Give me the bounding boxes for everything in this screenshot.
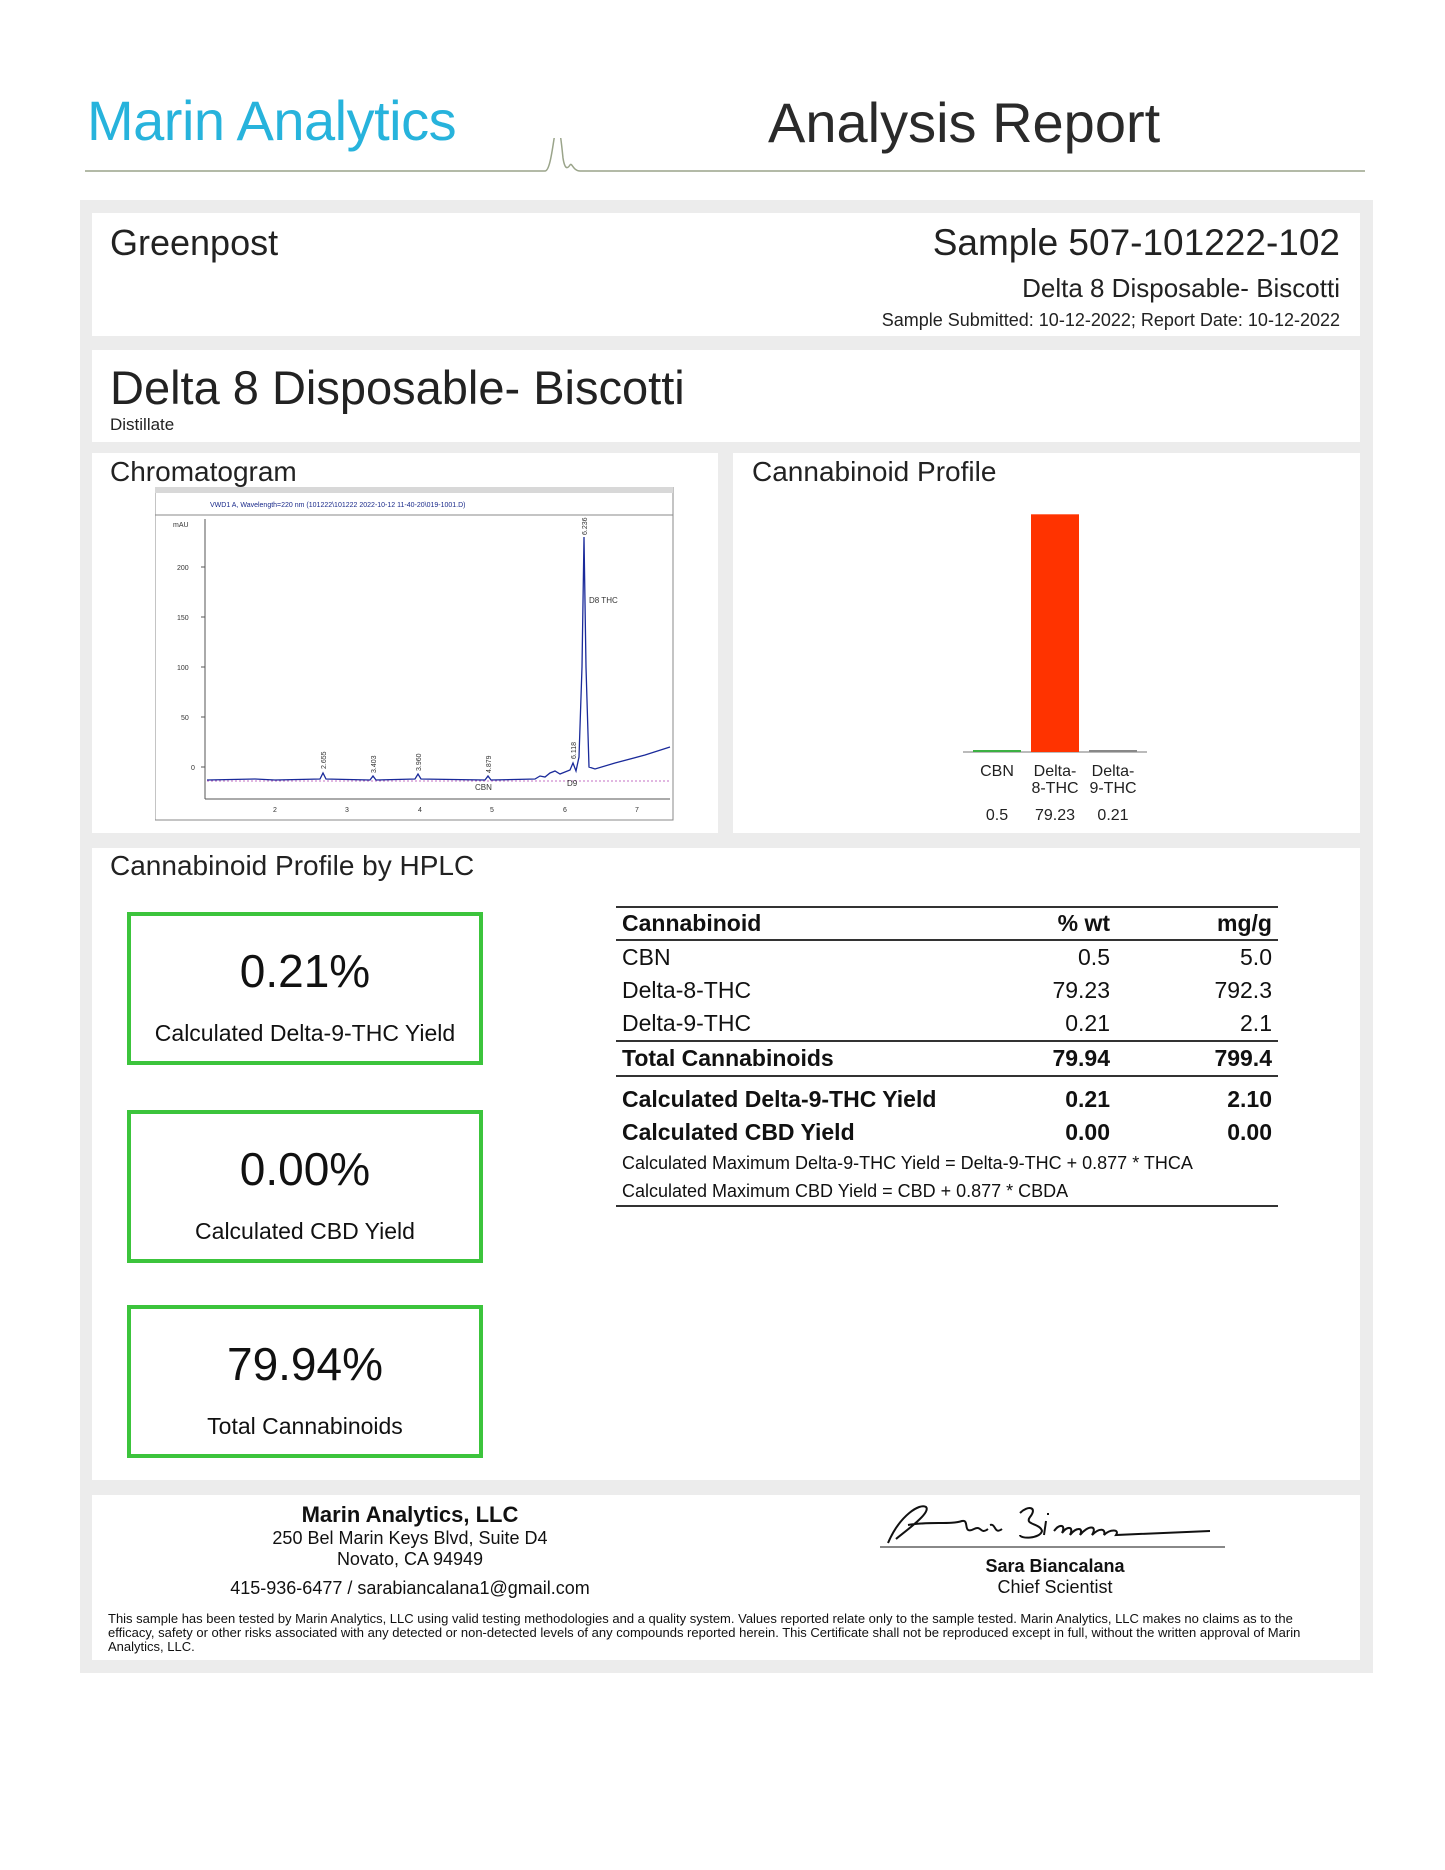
table-yield-row [616,1076,1278,1116]
col-header: Cannabinoid [616,907,1014,940]
y-tick: 150 [177,615,189,622]
cell: 2.10 [1227,1086,1272,1112]
peak-time: 6.118 [571,742,578,759]
table-row [616,1007,1278,1041]
cell: 0.00 [1065,1119,1110,1145]
table-yield-row [616,1116,1278,1149]
signer-title: Chief Scientist [997,1577,1113,1597]
kpi-label: Calculated Delta-9-THC Yield [154,1020,456,1046]
table-header-row [616,907,1278,940]
client-name: Greenpost [110,222,279,263]
chromatogram-plot [155,487,675,822]
profile-bar-chart [933,500,1183,830]
signature [870,1495,1230,1555]
profile-chart-title: Cannabinoid Profile [752,456,997,487]
formula-note: Calculated Maximum Delta-9-THC Yield = Delta-9-THC + 0.877 * THCA [622,1152,1193,1173]
cell: 0.5 [1078,944,1110,970]
y-tick: 50 [181,715,189,722]
y-tick: 0 [191,765,195,772]
peak-time: 4.879 [486,755,493,773]
y-unit: mAU [173,522,189,529]
cell: 2.1 [1240,1010,1272,1036]
product-name: Delta 8 Disposable- Biscotti [110,361,685,414]
peak-label-cbn: CBN [475,783,492,792]
sample-dates: Sample Submitted: 10-12-2022; Report Date: 10-12-2022 [881,310,1340,330]
kpi-cbd-yield [127,1110,483,1263]
cell: 0.00 [1227,1119,1272,1145]
cell: CBN [622,944,671,970]
kpi-label: Calculated CBD Yield [195,1218,415,1244]
formula-note: Calculated Maximum CBD Yield = CBD + 0.877 * CBDA [616,1177,1278,1206]
table-row [616,940,1278,974]
chromatogram-header: VWD1 A, Wavelength=220 nm (101222\101222 2022-10-12 11-40-20\019-1001.D) [210,502,466,509]
table-note-row [616,1149,1278,1177]
cell: Delta-8-THC [622,977,752,1003]
bar-cbn [973,750,1021,752]
cannabinoid-table [616,906,1278,1207]
x-tick: 2 [273,807,277,814]
footer-address-1: 250 Bel Marin Keys Blvd, Suite D4 [272,1528,548,1548]
chromatogram-title: Chromatogram [110,456,297,487]
bar-delta-8-thc [1031,514,1079,752]
peak-label-d8: D8 THC [589,596,618,605]
report-title: Analysis Report [768,91,1161,154]
sample-product: Delta 8 Disposable- Biscotti [1022,273,1340,303]
x-tick: 4 [418,807,422,814]
footer-company: Marin Analytics, LLC [301,1502,519,1527]
category-label: 8-THC [1031,780,1079,797]
hplc-title: Cannabinoid Profile by HPLC [110,850,475,881]
kpi-value: 0.21% [239,945,371,997]
cell: Total Cannabinoids [616,1041,1014,1076]
x-tick: 3 [345,807,349,814]
cell: Delta-9-THC [622,1010,752,1036]
y-tick: 200 [177,565,189,572]
kpi-d9-yield [127,912,483,1065]
value-label: 0.5 [985,807,1009,824]
cell: 79.23 [1052,977,1110,1003]
cell: Calculated CBD Yield [622,1119,855,1145]
cell: Calculated Delta-9-THC Yield [622,1086,937,1112]
x-tick: 5 [490,807,494,814]
sample-id: Sample 507-101222-102 [932,222,1340,263]
kpi-total [127,1305,483,1458]
value-label: 79.23 [1034,807,1076,824]
peak-time: 3.960 [416,753,423,771]
table-row [616,974,1278,1007]
bar-delta-9-thc [1089,750,1137,752]
footer-contact: 415-936-6477 / sarabiancalana1@gmail.com [230,1578,590,1598]
table-total-row [616,1041,1278,1076]
category-label: Delta- [1033,763,1077,780]
peak-time: 6.236 [582,517,589,535]
x-tick: 7 [635,807,639,814]
product-type: Distillate [110,415,175,434]
signer-name: Sara Biancalana [985,1556,1125,1576]
category-label: Delta- [1091,763,1135,780]
y-tick: 100 [177,665,189,672]
peak-time: 2.655 [321,751,328,769]
header-divider-peak [85,138,1365,178]
disclaimer: This sample has been tested by Marin Analytics, LLC using valid testing methodologies and a quality system. Values reported relate only to the sample tested. Marin Analytics, LLC makes no claims as to the efficacy, safety or other risks associated with any detected or non-detected levels of any compounds reported herein. This Certificate shall not be reproduced except in full, without the written approval of Marin Analytics, LLC. [108,1611,1301,1654]
brand-logo-text: Marin Analytics [87,89,457,152]
peak-label-d9: D9 [567,779,578,788]
footer-address-2: Novato, CA 94949 [336,1549,484,1569]
value-label: 0.21 [1097,807,1129,824]
cell: 5.0 [1240,944,1272,970]
cell: 0.21 [1065,1010,1110,1036]
kpi-value: 79.94% [226,1338,383,1390]
col-header: mg/g [1116,907,1278,940]
col-header: % wt [1014,907,1116,940]
cell: 79.94 [1014,1041,1116,1076]
x-tick: 6 [563,807,567,814]
category-label: CBN [980,763,1014,780]
cell: 0.21 [1065,1086,1110,1112]
cell: 799.4 [1116,1041,1278,1076]
category-label: 9-THC [1089,780,1137,797]
kpi-value: 0.00% [239,1143,371,1195]
kpi-label: Total Cannabinoids [207,1413,403,1439]
table-note-row [616,1177,1278,1206]
peak-time: 3.403 [371,755,378,773]
cell: 792.3 [1214,977,1272,1003]
